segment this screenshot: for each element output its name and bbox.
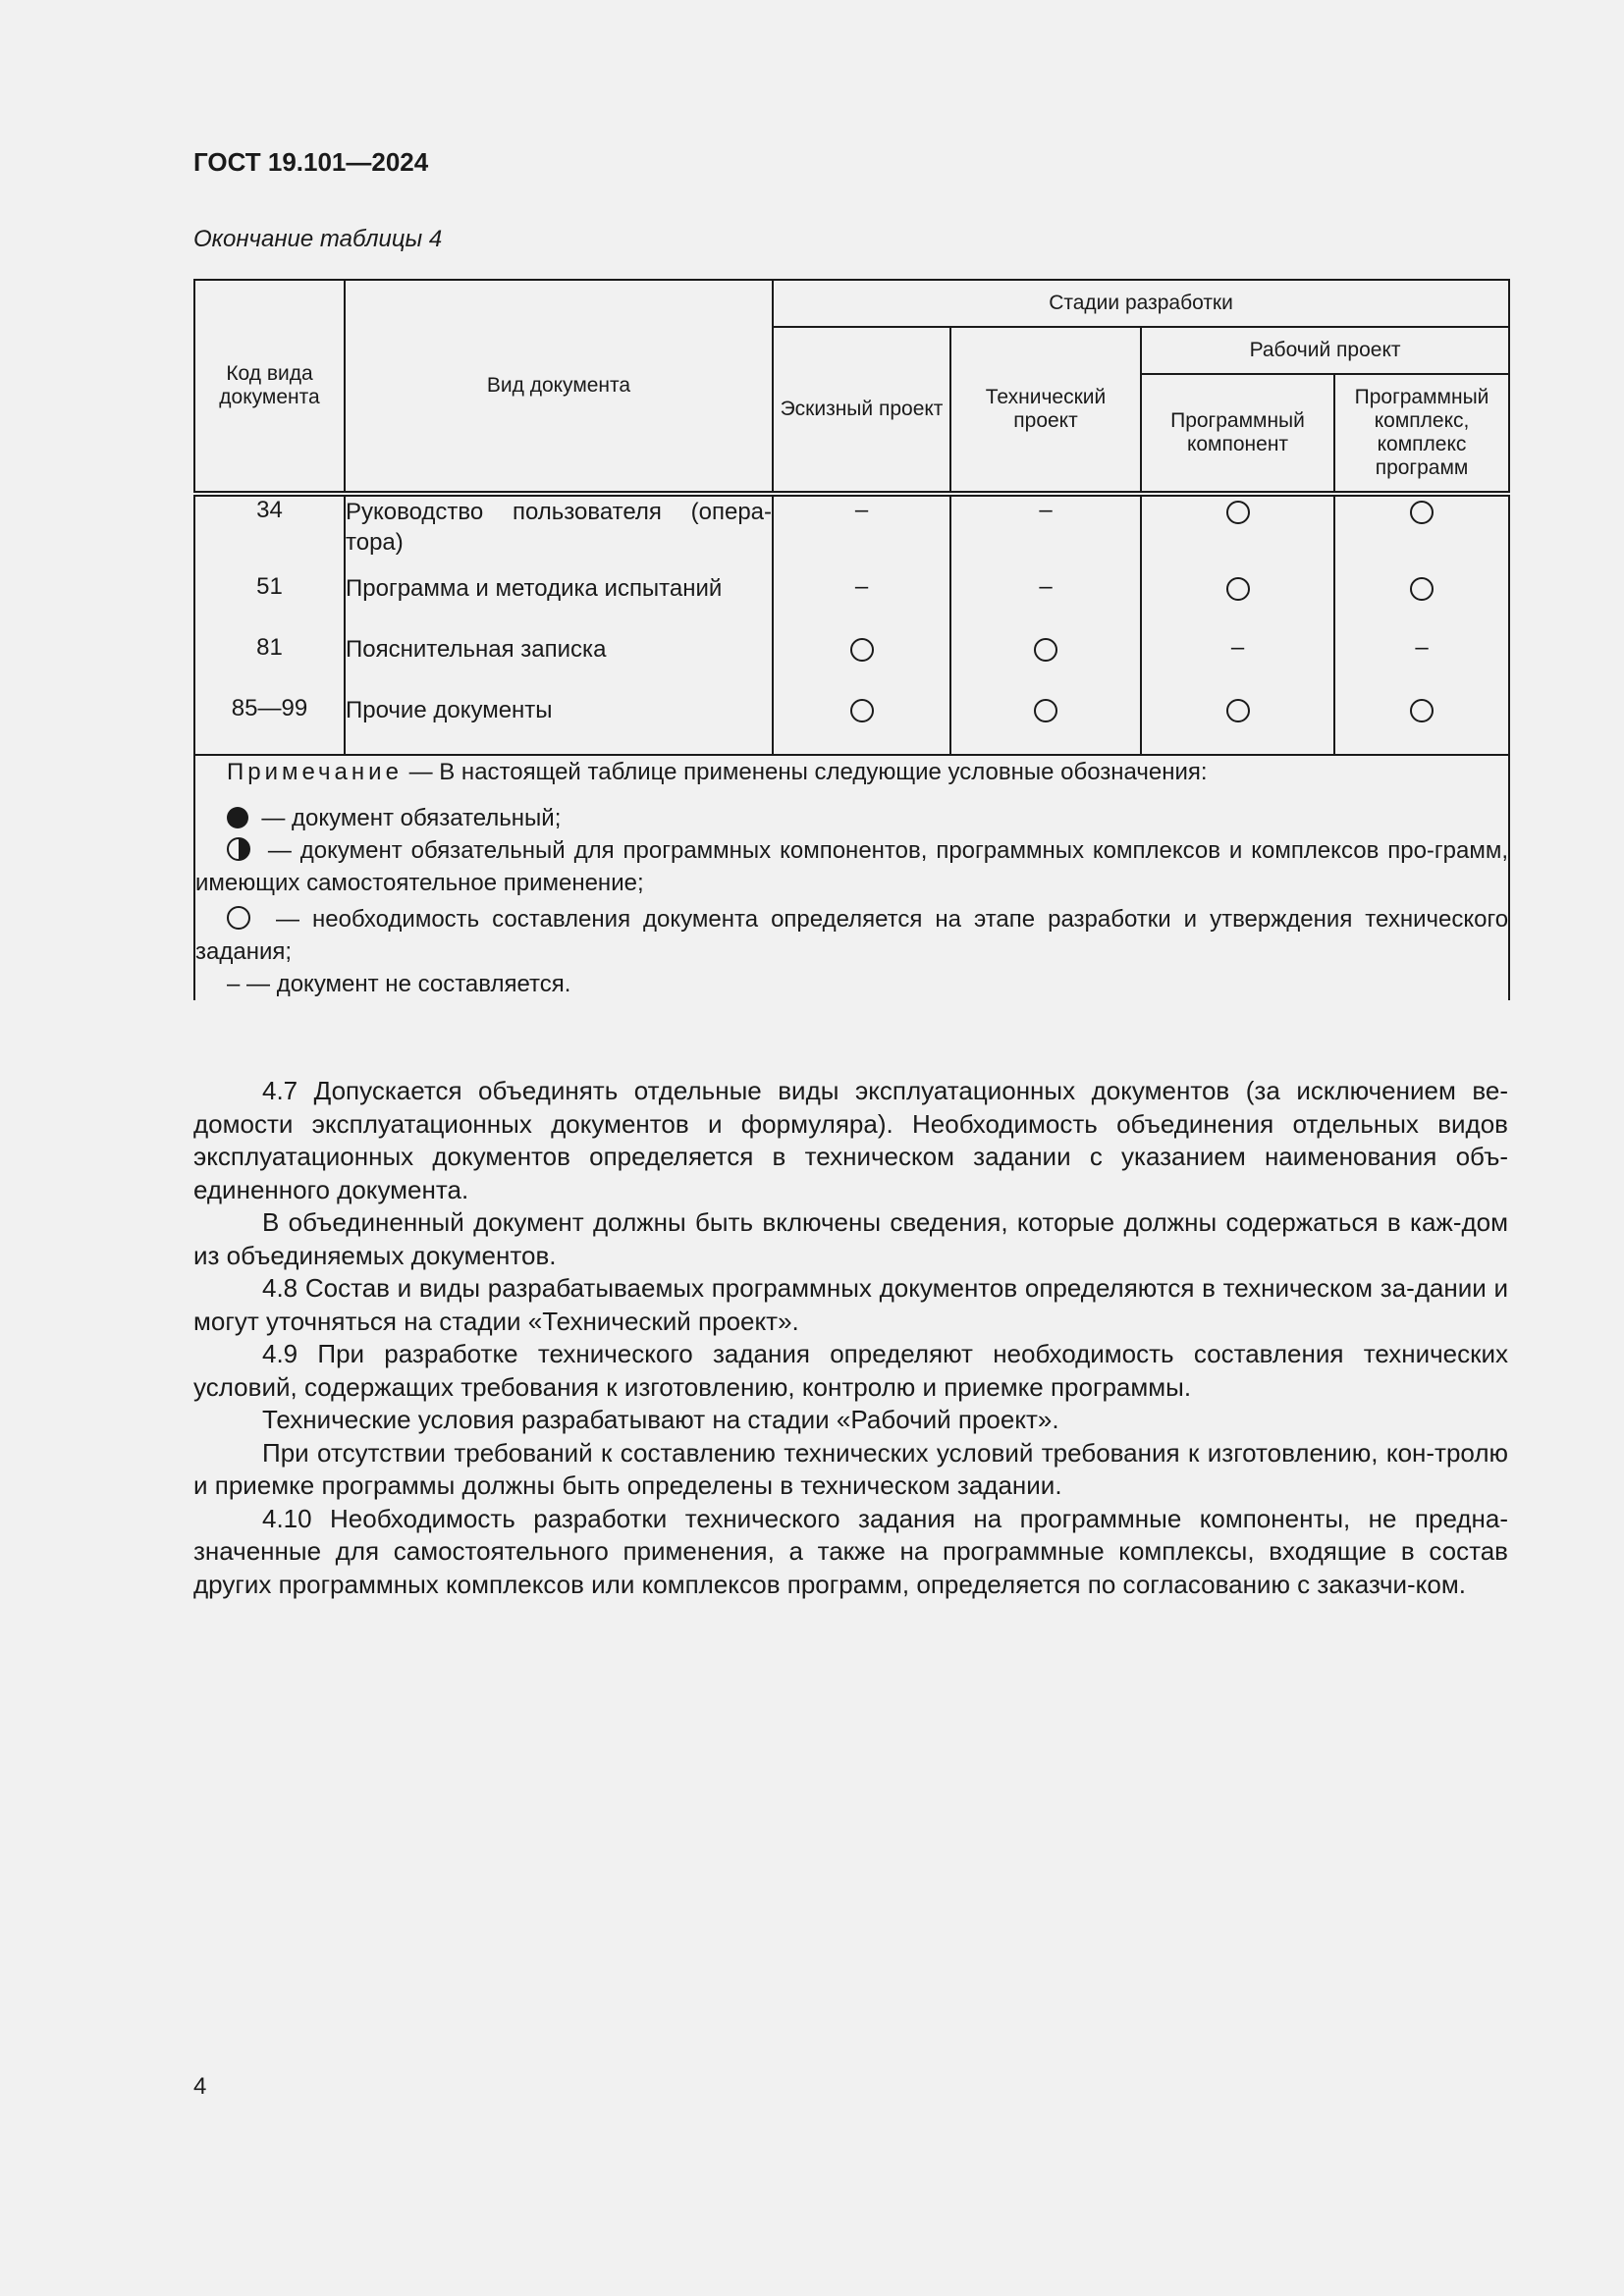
- document-header: ГОСТ 19.101—2024: [193, 147, 429, 177]
- header-component: Программный компонент: [1141, 374, 1334, 494]
- table-note: [194, 755, 1509, 1000]
- empty-circle-icon: [1226, 501, 1250, 524]
- dash-mark: –: [854, 573, 869, 600]
- empty-circle-icon: [227, 906, 250, 930]
- empty-circle-icon: [1410, 501, 1434, 524]
- paragraph: В объединенный документ должны быть включены сведения, которые должны содержаться в каж-дом из объединяемых документов.: [193, 1207, 1508, 1270]
- dash-mark: –: [854, 497, 869, 523]
- documents-table: [193, 279, 1510, 1000]
- row-name: Прочие документы: [345, 695, 773, 755]
- paragraph: 4.10 Необходимость разработки технического задания на программные компоненты, не предна-значенные для самостоятельного применения, а также на программные комплексы, входящие в состав других программных комплексов или комплексов программ, определяется по согласованию с заказчи-ком.: [193, 1503, 1508, 1599]
- table-caption: Окончание таблицы 4: [193, 226, 443, 252]
- dash-mark: –: [1039, 573, 1053, 600]
- empty-circle-icon: [850, 699, 874, 722]
- body-text: [193, 1075, 1508, 1601]
- empty-circle-icon: [1226, 577, 1250, 601]
- header-working: Рабочий проект: [1141, 327, 1509, 374]
- empty-circle-icon: [1410, 699, 1434, 722]
- empty-circle-icon: [1034, 638, 1057, 662]
- half-filled-circle-icon: [227, 837, 250, 861]
- header-technical: Технический проект: [950, 327, 1141, 494]
- paragraph: 4.9 При разработке технического задания определяют необходимость составления технических условий, содержащих требования к изготовлению, контролю и приемке программы.: [193, 1339, 1508, 1402]
- paragraph: 4.8 Состав и виды разрабатываемых программных документов определяются в техническом за-дании и могут уточняться на стадии «Технический проект».: [193, 1273, 1508, 1336]
- note-mandatory-components: — документ обязательный для программных компонентов, программных комплексов и комплексов про-грамм, имеющих самостоятельное применение;: [195, 837, 1509, 896]
- header-kind: Вид документа: [345, 280, 773, 494]
- dash-mark: –: [1230, 634, 1245, 661]
- row-code: 81: [194, 634, 345, 695]
- header-complex: Программный комплекс, комплекс программ: [1334, 374, 1509, 494]
- paragraph: Технические условия разрабатывают на стадии «Рабочий проект».: [262, 1405, 1059, 1434]
- paragraph: При отсутствии требований к составлению технических условий требования к изготовлению, кон-тролю и приемке программы должны быть определены в техническом задании.: [193, 1437, 1508, 1500]
- empty-circle-icon: [1410, 577, 1434, 601]
- row-name: Руководство пользователя (опера-тора): [345, 494, 773, 573]
- header-stages: Стадии разработки: [773, 280, 1509, 327]
- table-row: [194, 634, 1509, 695]
- row-name: Пояснительная записка: [345, 634, 773, 695]
- empty-circle-icon: [1226, 699, 1250, 722]
- note-mandatory: — документ обязательный;: [261, 805, 562, 831]
- header-sketch: Эскизный проект: [773, 327, 950, 494]
- table-row: [194, 573, 1509, 634]
- filled-circle-icon: [227, 807, 248, 828]
- row-name: Программа и методика испытаний: [345, 573, 773, 634]
- note-intro: — В настоящей таблице применены следующие условные обозначения:: [402, 759, 1208, 785]
- paragraph: 4.7 Допускается объединять отдельные виды эксплуатационных документов (за исключением ве-домости эксплуатационных документов и формуляра). Необходимость объединения отдельных видов эксплуатационных документов определяется в техническом задании с указанием наименования объ-единенного документа.: [193, 1076, 1508, 1204]
- row-code: 85—99: [194, 695, 345, 755]
- empty-circle-icon: [850, 638, 874, 662]
- dash-mark: –: [1415, 634, 1429, 661]
- dash-mark: –: [227, 971, 241, 997]
- table-row: [194, 494, 1509, 573]
- note-optional: — необходимость составления документа определяется на этапе разработки и утверждения технического задания;: [195, 906, 1509, 965]
- note-not-produced: — документ не составляется.: [240, 971, 571, 997]
- table-row: [194, 695, 1509, 755]
- empty-circle-icon: [1034, 699, 1057, 722]
- page-number: 4: [193, 2073, 207, 2100]
- note-label: Примечание: [227, 759, 403, 785]
- row-code: 34: [194, 494, 345, 573]
- dash-mark: –: [1039, 497, 1053, 523]
- header-code: Код вида документа: [194, 280, 345, 494]
- row-code: 51: [194, 573, 345, 634]
